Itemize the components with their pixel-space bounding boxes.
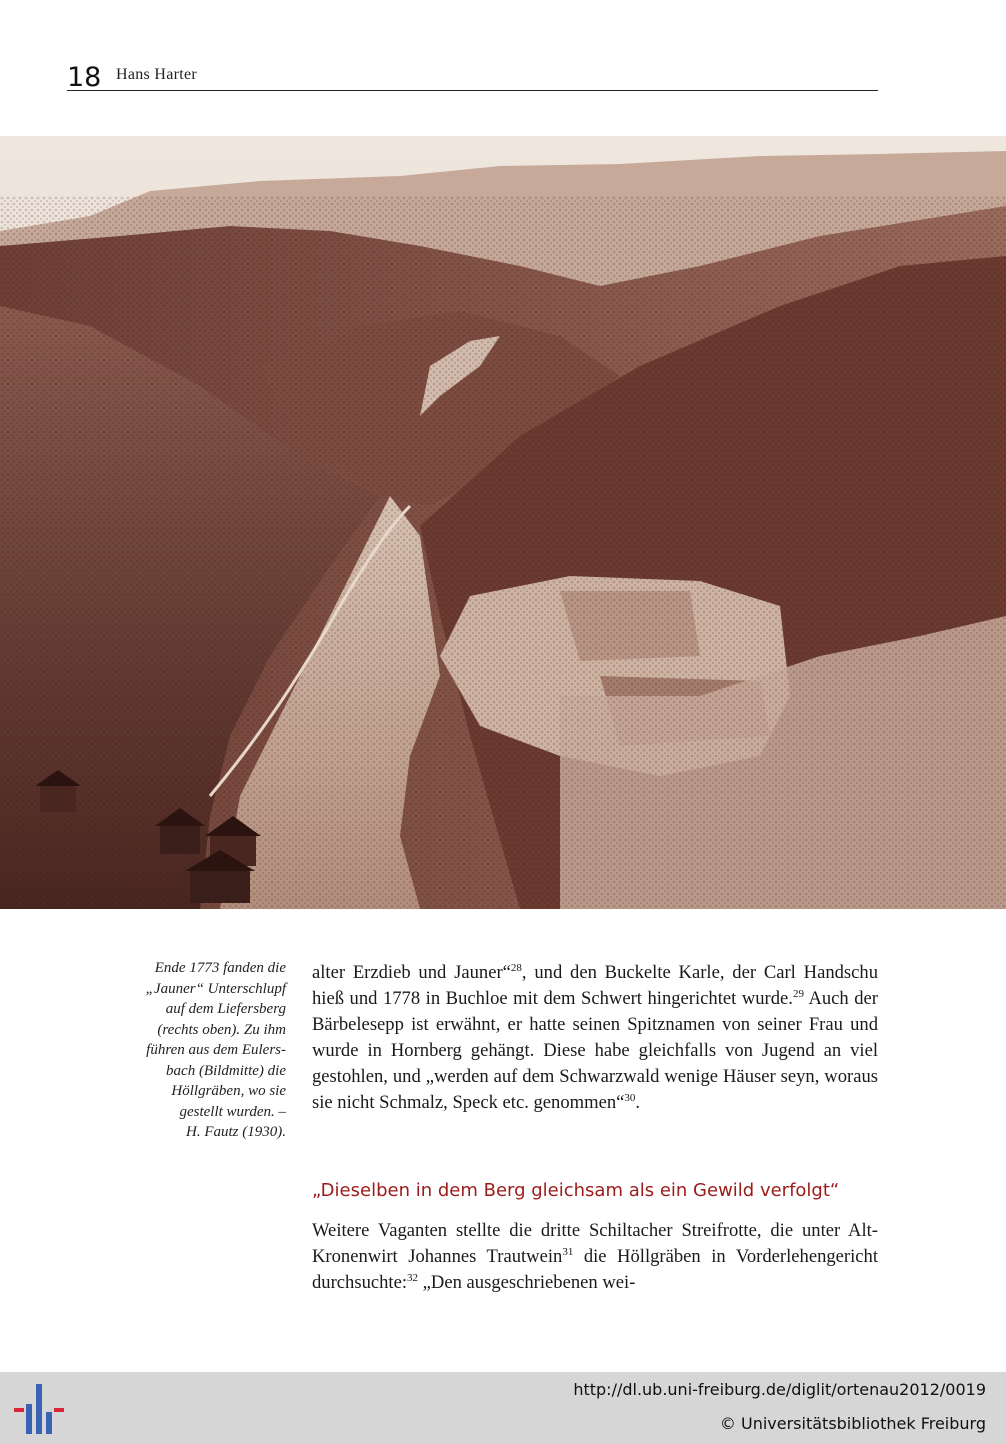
text-run: alter Erzdieb und Jauner“ [312,962,511,983]
landscape-photo [0,136,1006,909]
text-run: , und den Buckelte Karle, der Carl Handschu hieß und 1778 in Buchloe mit dem Schwert hingerichtet wurde. [312,962,878,1009]
caption-line: auf dem Liefersberg [165,1001,286,1017]
caption-line: (rechts oben). Zu ihm [157,1021,286,1038]
library-logo-icon [14,1382,64,1436]
copyright-notice: © Universitätsbibliothek Freiburg [719,1414,986,1433]
caption-line: führen aus dem Eulers- [146,1042,286,1058]
footnote-ref[interactable]: 29 [792,987,804,1000]
footer-bar [0,1372,1006,1444]
text-run: „Den ausgeschriebenen wei- [418,1272,636,1293]
text-run: . [635,1092,641,1113]
section-heading: „Dieselben in dem Berg gleichsam als ein Gewild verfolgt“ [312,1180,840,1201]
text-run: Weitere Vaganten stellte die dritte Schiltacher Streifrotte, die unter Alt-Kronenwirt Johannes Trautwein [312,1220,878,1267]
caption-line: Ende 1773 fanden die [154,960,286,976]
photo-caption [108,958,286,1143]
caption-line: Höllgräben, wo sie [171,1083,286,1099]
page-header [67,60,878,91]
caption-line: bach (Bildmitte) die [166,1062,286,1079]
text-run: Auch der Bärbelesepp ist erwähnt, er hatte seinen Spitznamen von seiner Frau und wurde in Hornberg gehängt. Diese habe gleichfalls von Jugend an viel gestohlen, und „werden auf dem Schwarzwald wenige Häuser seyn, woraus sie nicht Schmalz, Speck etc. genommen“ [312,988,878,1113]
caption-line: H. Fautz (1930). [186,1124,286,1140]
footnote-ref[interactable]: 30 [624,1091,636,1104]
footnote-ref[interactable]: 28 [510,961,522,974]
body-paragraph-1 [312,960,878,1116]
text-run: die Höllgräben in Vorderlehengericht durchsuchte: [312,1246,878,1293]
document-url-link[interactable]: http://dl.ub.uni-freiburg.de/diglit/ortenau2012/0019 [573,1380,986,1399]
running-head: Hans Harter [116,66,198,83]
footnote-ref[interactable]: 31 [562,1245,574,1258]
caption-line: gestellt wurden. – [179,1103,286,1120]
body-paragraph-2 [312,1218,878,1296]
footnote-ref[interactable]: 32 [407,1271,419,1284]
page-number: 18 [67,62,102,93]
caption-line: „Jauner“ Unterschlupf [145,980,286,997]
